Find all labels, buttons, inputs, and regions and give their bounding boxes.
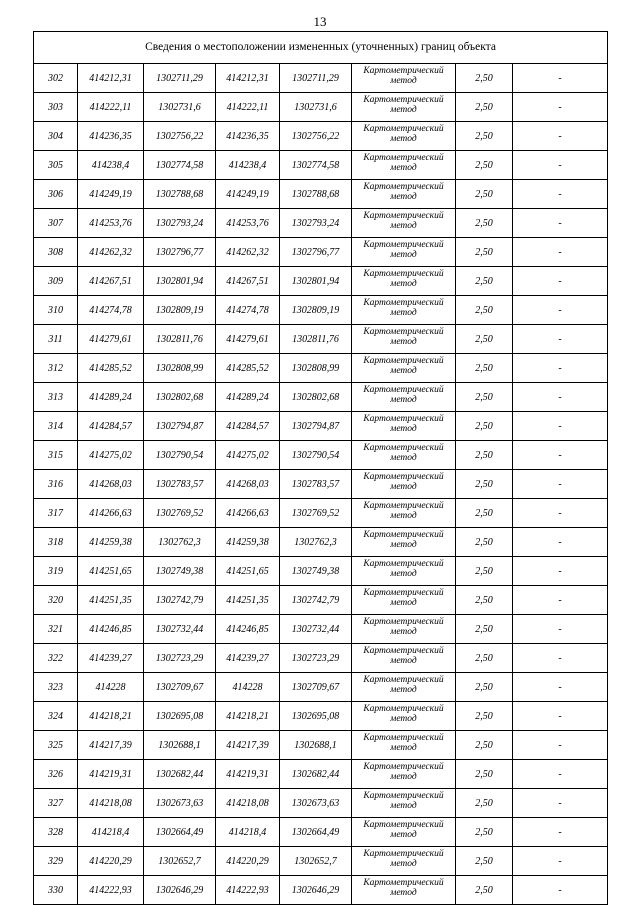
section-title: Сведения о местоположении измененных (уточненных) границ объекта xyxy=(34,32,608,64)
accuracy-cell: 2,50 xyxy=(456,702,513,731)
refined-y-cell: 1302673,63 xyxy=(280,789,352,818)
refined-y-cell: 1302732,44 xyxy=(280,615,352,644)
accuracy-cell: 2,50 xyxy=(456,238,513,267)
description-cell: - xyxy=(513,64,608,93)
description-cell: - xyxy=(513,760,608,789)
table-row xyxy=(34,847,608,876)
existing-y-cell: 1302794,87 xyxy=(144,412,216,441)
refined-x-cell: 414217,39 xyxy=(216,731,280,760)
description-cell: - xyxy=(513,470,608,499)
description-cell: - xyxy=(513,528,608,557)
table-row xyxy=(34,673,608,702)
existing-x-cell: 414285,52 xyxy=(78,354,144,383)
refined-y-cell: 1302794,87 xyxy=(280,412,352,441)
accuracy-cell: 2,50 xyxy=(456,267,513,296)
table-row xyxy=(34,470,608,499)
existing-y-cell: 1302646,29 xyxy=(144,876,216,905)
section-header-row xyxy=(34,32,608,64)
method-cell: Картометрический метод xyxy=(352,180,456,209)
refined-y-cell: 1302774,58 xyxy=(280,151,352,180)
point-number-cell: 325 xyxy=(34,731,78,760)
refined-x-cell: 414259,38 xyxy=(216,528,280,557)
point-number-cell: 318 xyxy=(34,528,78,557)
description-cell: - xyxy=(513,325,608,354)
existing-x-cell: 414222,93 xyxy=(78,876,144,905)
refined-x-cell: 414285,52 xyxy=(216,354,280,383)
point-number-cell: 322 xyxy=(34,644,78,673)
existing-x-cell: 414238,4 xyxy=(78,151,144,180)
refined-x-cell: 414218,4 xyxy=(216,818,280,847)
accuracy-cell: 2,50 xyxy=(456,818,513,847)
existing-y-cell: 1302811,76 xyxy=(144,325,216,354)
accuracy-cell: 2,50 xyxy=(456,789,513,818)
table-row xyxy=(34,499,608,528)
refined-y-cell: 1302801,94 xyxy=(280,267,352,296)
description-cell: - xyxy=(513,180,608,209)
refined-x-cell: 414249,19 xyxy=(216,180,280,209)
existing-y-cell: 1302749,38 xyxy=(144,557,216,586)
refined-x-cell: 414238,4 xyxy=(216,151,280,180)
refined-y-cell: 1302809,19 xyxy=(280,296,352,325)
refined-y-cell: 1302711,29 xyxy=(280,64,352,93)
point-number-cell: 321 xyxy=(34,615,78,644)
refined-y-cell: 1302695,08 xyxy=(280,702,352,731)
existing-y-cell: 1302664,49 xyxy=(144,818,216,847)
point-number-cell: 327 xyxy=(34,789,78,818)
table-row xyxy=(34,557,608,586)
refined-y-cell: 1302802,68 xyxy=(280,383,352,412)
accuracy-cell: 2,50 xyxy=(456,644,513,673)
table-row xyxy=(34,615,608,644)
existing-x-cell: 414218,08 xyxy=(78,789,144,818)
method-cell: Картометрический метод xyxy=(352,122,456,151)
description-cell: - xyxy=(513,818,608,847)
description-cell: - xyxy=(513,238,608,267)
accuracy-cell: 2,50 xyxy=(456,412,513,441)
refined-x-cell: 414275,02 xyxy=(216,441,280,470)
table-row xyxy=(34,760,608,789)
existing-y-cell: 1302796,77 xyxy=(144,238,216,267)
table-row xyxy=(34,412,608,441)
table-row xyxy=(34,528,608,557)
existing-y-cell: 1302809,19 xyxy=(144,296,216,325)
accuracy-cell: 2,50 xyxy=(456,296,513,325)
point-number-cell: 314 xyxy=(34,412,78,441)
point-number-cell: 302 xyxy=(34,64,78,93)
description-cell: - xyxy=(513,673,608,702)
description-cell: - xyxy=(513,876,608,905)
table-row xyxy=(34,180,608,209)
existing-y-cell: 1302790,54 xyxy=(144,441,216,470)
method-cell: Картометрический метод xyxy=(352,412,456,441)
existing-x-cell: 414246,85 xyxy=(78,615,144,644)
existing-y-cell: 1302731,6 xyxy=(144,93,216,122)
accuracy-cell: 2,50 xyxy=(456,760,513,789)
refined-y-cell: 1302769,52 xyxy=(280,499,352,528)
refined-x-cell: 414251,35 xyxy=(216,586,280,615)
existing-x-cell: 414218,21 xyxy=(78,702,144,731)
point-number-cell: 315 xyxy=(34,441,78,470)
existing-x-cell: 414253,76 xyxy=(78,209,144,238)
accuracy-cell: 2,50 xyxy=(456,122,513,151)
point-number-cell: 310 xyxy=(34,296,78,325)
refined-y-cell: 1302783,57 xyxy=(280,470,352,499)
existing-y-cell: 1302769,52 xyxy=(144,499,216,528)
accuracy-cell: 2,50 xyxy=(456,354,513,383)
description-cell: - xyxy=(513,731,608,760)
description-cell: - xyxy=(513,615,608,644)
accuracy-cell: 2,50 xyxy=(456,673,513,702)
existing-y-cell: 1302793,24 xyxy=(144,209,216,238)
point-number-cell: 323 xyxy=(34,673,78,702)
existing-x-cell: 414267,51 xyxy=(78,267,144,296)
existing-x-cell: 414236,35 xyxy=(78,122,144,151)
refined-x-cell: 414228 xyxy=(216,673,280,702)
existing-y-cell: 1302802,68 xyxy=(144,383,216,412)
refined-x-cell: 414253,76 xyxy=(216,209,280,238)
refined-y-cell: 1302749,38 xyxy=(280,557,352,586)
table-row xyxy=(34,296,608,325)
table-row xyxy=(34,731,608,760)
method-cell: Картометрический метод xyxy=(352,470,456,499)
accuracy-cell: 2,50 xyxy=(456,615,513,644)
method-cell: Картометрический метод xyxy=(352,557,456,586)
existing-x-cell: 414251,35 xyxy=(78,586,144,615)
accuracy-cell: 2,50 xyxy=(456,528,513,557)
description-cell: - xyxy=(513,267,608,296)
accuracy-cell: 2,50 xyxy=(456,441,513,470)
refined-y-cell: 1302688,1 xyxy=(280,731,352,760)
table-row xyxy=(34,122,608,151)
point-number-cell: 324 xyxy=(34,702,78,731)
page-number: 13 xyxy=(313,14,327,29)
accuracy-cell: 2,50 xyxy=(456,876,513,905)
refined-y-cell: 1302808,99 xyxy=(280,354,352,383)
description-cell: - xyxy=(513,499,608,528)
accuracy-cell: 2,50 xyxy=(456,209,513,238)
method-cell: Картометрический метод xyxy=(352,644,456,673)
refined-x-cell: 414262,32 xyxy=(216,238,280,267)
table-row xyxy=(34,209,608,238)
boundary-coordinates-table xyxy=(33,31,608,905)
refined-x-cell: 414289,24 xyxy=(216,383,280,412)
description-cell: - xyxy=(513,702,608,731)
refined-y-cell: 1302756,22 xyxy=(280,122,352,151)
existing-y-cell: 1302783,57 xyxy=(144,470,216,499)
existing-y-cell: 1302788,68 xyxy=(144,180,216,209)
refined-x-cell: 414266,63 xyxy=(216,499,280,528)
refined-x-cell: 414284,57 xyxy=(216,412,280,441)
existing-y-cell: 1302673,63 xyxy=(144,789,216,818)
description-cell: - xyxy=(513,412,608,441)
point-number-cell: 303 xyxy=(34,93,78,122)
method-cell: Картометрический метод xyxy=(352,499,456,528)
method-cell: Картометрический метод xyxy=(352,64,456,93)
point-number-cell: 311 xyxy=(34,325,78,354)
point-number-cell: 305 xyxy=(34,151,78,180)
table-row xyxy=(34,93,608,122)
refined-x-cell: 414222,93 xyxy=(216,876,280,905)
refined-y-cell: 1302788,68 xyxy=(280,180,352,209)
existing-y-cell: 1302762,3 xyxy=(144,528,216,557)
point-number-cell: 329 xyxy=(34,847,78,876)
existing-x-cell: 414284,57 xyxy=(78,412,144,441)
description-cell: - xyxy=(513,557,608,586)
point-number-cell: 317 xyxy=(34,499,78,528)
existing-x-cell: 414274,78 xyxy=(78,296,144,325)
refined-x-cell: 414218,08 xyxy=(216,789,280,818)
table-row xyxy=(34,267,608,296)
existing-x-cell: 414228 xyxy=(78,673,144,702)
method-cell: Картометрический метод xyxy=(352,325,456,354)
table-row xyxy=(34,789,608,818)
existing-y-cell: 1302652,7 xyxy=(144,847,216,876)
point-number-cell: 330 xyxy=(34,876,78,905)
refined-y-cell: 1302682,44 xyxy=(280,760,352,789)
existing-x-cell: 414262,32 xyxy=(78,238,144,267)
point-number-cell: 308 xyxy=(34,238,78,267)
description-cell: - xyxy=(513,586,608,615)
accuracy-cell: 2,50 xyxy=(456,180,513,209)
existing-y-cell: 1302742,79 xyxy=(144,586,216,615)
accuracy-cell: 2,50 xyxy=(456,64,513,93)
existing-x-cell: 414259,38 xyxy=(78,528,144,557)
refined-x-cell: 414220,29 xyxy=(216,847,280,876)
existing-x-cell: 414251,65 xyxy=(78,557,144,586)
table-row xyxy=(34,644,608,673)
method-cell: Картометрический метод xyxy=(352,354,456,383)
refined-y-cell: 1302790,54 xyxy=(280,441,352,470)
table-body xyxy=(34,32,608,905)
description-cell: - xyxy=(513,847,608,876)
accuracy-cell: 2,50 xyxy=(456,151,513,180)
existing-x-cell: 414266,63 xyxy=(78,499,144,528)
existing-x-cell: 414212,31 xyxy=(78,64,144,93)
method-cell: Картометрический метод xyxy=(352,383,456,412)
description-cell: - xyxy=(513,122,608,151)
method-cell: Картометрический метод xyxy=(352,238,456,267)
point-number-cell: 319 xyxy=(34,557,78,586)
refined-y-cell: 1302742,79 xyxy=(280,586,352,615)
method-cell: Картометрический метод xyxy=(352,702,456,731)
accuracy-cell: 2,50 xyxy=(456,383,513,412)
method-cell: Картометрический метод xyxy=(352,296,456,325)
method-cell: Картометрический метод xyxy=(352,731,456,760)
refined-x-cell: 414267,51 xyxy=(216,267,280,296)
point-number-cell: 306 xyxy=(34,180,78,209)
refined-x-cell: 414268,03 xyxy=(216,470,280,499)
table-row xyxy=(34,325,608,354)
existing-y-cell: 1302732,44 xyxy=(144,615,216,644)
existing-x-cell: 414275,02 xyxy=(78,441,144,470)
accuracy-cell: 2,50 xyxy=(456,731,513,760)
description-cell: - xyxy=(513,644,608,673)
table-row xyxy=(34,586,608,615)
existing-y-cell: 1302774,58 xyxy=(144,151,216,180)
refined-x-cell: 414219,31 xyxy=(216,760,280,789)
existing-x-cell: 414219,31 xyxy=(78,760,144,789)
existing-y-cell: 1302709,67 xyxy=(144,673,216,702)
method-cell: Картометрический метод xyxy=(352,267,456,296)
description-cell: - xyxy=(513,383,608,412)
point-number-cell: 304 xyxy=(34,122,78,151)
table-row xyxy=(34,151,608,180)
accuracy-cell: 2,50 xyxy=(456,470,513,499)
description-cell: - xyxy=(513,354,608,383)
table-row xyxy=(34,238,608,267)
refined-y-cell: 1302652,7 xyxy=(280,847,352,876)
refined-x-cell: 414212,31 xyxy=(216,64,280,93)
existing-y-cell: 1302688,1 xyxy=(144,731,216,760)
refined-x-cell: 414251,65 xyxy=(216,557,280,586)
existing-x-cell: 414218,4 xyxy=(78,818,144,847)
refined-y-cell: 1302762,3 xyxy=(280,528,352,557)
refined-y-cell: 1302811,76 xyxy=(280,325,352,354)
refined-x-cell: 414239,27 xyxy=(216,644,280,673)
refined-y-cell: 1302709,67 xyxy=(280,673,352,702)
method-cell: Картометрический метод xyxy=(352,586,456,615)
method-cell: Картометрический метод xyxy=(352,847,456,876)
refined-x-cell: 414236,35 xyxy=(216,122,280,151)
existing-x-cell: 414268,03 xyxy=(78,470,144,499)
point-number-cell: 312 xyxy=(34,354,78,383)
existing-x-cell: 414222,11 xyxy=(78,93,144,122)
refined-x-cell: 414246,85 xyxy=(216,615,280,644)
table-row xyxy=(34,354,608,383)
refined-y-cell: 1302646,29 xyxy=(280,876,352,905)
accuracy-cell: 2,50 xyxy=(456,586,513,615)
existing-y-cell: 1302682,44 xyxy=(144,760,216,789)
existing-y-cell: 1302801,94 xyxy=(144,267,216,296)
existing-y-cell: 1302711,29 xyxy=(144,64,216,93)
existing-x-cell: 414249,19 xyxy=(78,180,144,209)
refined-y-cell: 1302731,6 xyxy=(280,93,352,122)
table-row xyxy=(34,818,608,847)
method-cell: Картометрический метод xyxy=(352,528,456,557)
refined-y-cell: 1302796,77 xyxy=(280,238,352,267)
method-cell: Картометрический метод xyxy=(352,876,456,905)
point-number-cell: 313 xyxy=(34,383,78,412)
table-row xyxy=(34,876,608,905)
method-cell: Картометрический метод xyxy=(352,209,456,238)
accuracy-cell: 2,50 xyxy=(456,847,513,876)
existing-x-cell: 414239,27 xyxy=(78,644,144,673)
method-cell: Картометрический метод xyxy=(352,441,456,470)
refined-y-cell: 1302723,29 xyxy=(280,644,352,673)
point-number-cell: 307 xyxy=(34,209,78,238)
description-cell: - xyxy=(513,296,608,325)
method-cell: Картометрический метод xyxy=(352,615,456,644)
description-cell: - xyxy=(513,93,608,122)
method-cell: Картометрический метод xyxy=(352,673,456,702)
method-cell: Картометрический метод xyxy=(352,93,456,122)
point-number-cell: 316 xyxy=(34,470,78,499)
method-cell: Картометрический метод xyxy=(352,151,456,180)
refined-y-cell: 1302664,49 xyxy=(280,818,352,847)
point-number-cell: 328 xyxy=(34,818,78,847)
point-number-cell: 309 xyxy=(34,267,78,296)
table-row xyxy=(34,702,608,731)
existing-x-cell: 414217,39 xyxy=(78,731,144,760)
refined-x-cell: 414274,78 xyxy=(216,296,280,325)
refined-x-cell: 414279,61 xyxy=(216,325,280,354)
method-cell: Картометрический метод xyxy=(352,760,456,789)
point-number-cell: 320 xyxy=(34,586,78,615)
existing-x-cell: 414289,24 xyxy=(78,383,144,412)
method-cell: Картометрический метод xyxy=(352,789,456,818)
description-cell: - xyxy=(513,151,608,180)
accuracy-cell: 2,50 xyxy=(456,325,513,354)
accuracy-cell: 2,50 xyxy=(456,499,513,528)
description-cell: - xyxy=(513,209,608,238)
refined-x-cell: 414218,21 xyxy=(216,702,280,731)
refined-x-cell: 414222,11 xyxy=(216,93,280,122)
existing-x-cell: 414279,61 xyxy=(78,325,144,354)
accuracy-cell: 2,50 xyxy=(456,93,513,122)
table-row xyxy=(34,64,608,93)
table-row xyxy=(34,383,608,412)
existing-y-cell: 1302695,08 xyxy=(144,702,216,731)
method-cell: Картометрический метод xyxy=(352,818,456,847)
description-cell: - xyxy=(513,789,608,818)
existing-y-cell: 1302756,22 xyxy=(144,122,216,151)
refined-y-cell: 1302793,24 xyxy=(280,209,352,238)
point-number-cell: 326 xyxy=(34,760,78,789)
accuracy-cell: 2,50 xyxy=(456,557,513,586)
table-row xyxy=(34,441,608,470)
existing-y-cell: 1302808,99 xyxy=(144,354,216,383)
description-cell: - xyxy=(513,441,608,470)
existing-x-cell: 414220,29 xyxy=(78,847,144,876)
existing-y-cell: 1302723,29 xyxy=(144,644,216,673)
